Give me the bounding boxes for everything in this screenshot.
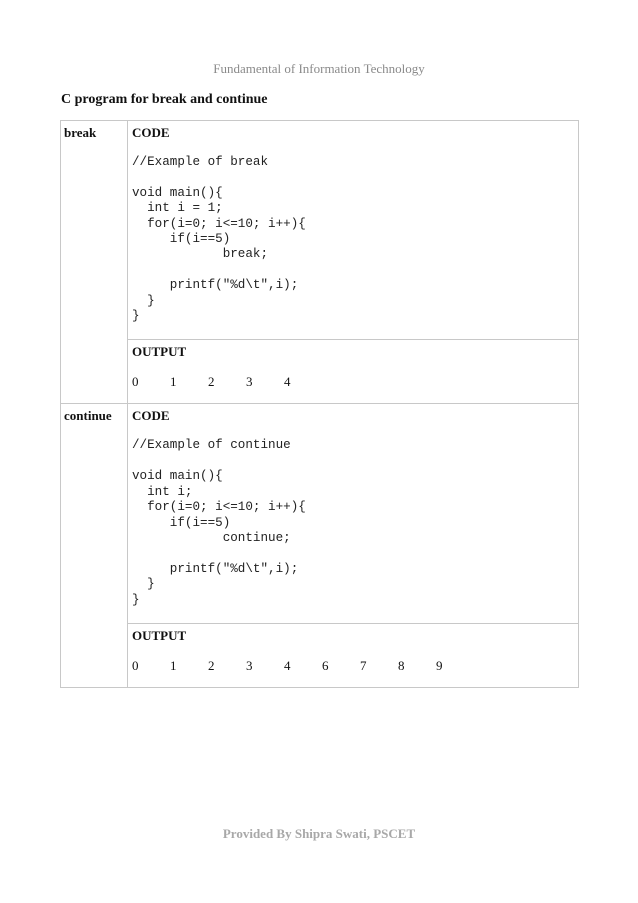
table-row-continue	[61, 404, 579, 687]
row-label: break	[64, 125, 97, 140]
output-value: 8	[398, 657, 405, 673]
output-values	[132, 658, 574, 674]
output-value: 4	[284, 374, 291, 390]
output-value: 2	[208, 374, 215, 390]
output-value: 7	[360, 657, 367, 673]
output-value: 6	[322, 657, 329, 673]
output-heading: OUTPUT	[132, 344, 187, 360]
code-heading: CODE	[132, 408, 170, 424]
code-block: //Example of continue void main(){ int i; for(i=0; i<=10; i++){ if(i==5) continue; printf("%d\t",i); } }	[132, 438, 306, 607]
code-section	[128, 404, 578, 622]
output-value: 4	[284, 657, 291, 673]
content-cell	[128, 404, 579, 687]
row-label-cell	[61, 121, 128, 404]
document-title: C program for break and continue	[61, 92, 268, 107]
output-value: 0	[132, 657, 139, 673]
row-label: continue	[64, 408, 112, 424]
output-value: 3	[246, 657, 253, 673]
output-section	[128, 623, 578, 687]
row-label-cell	[61, 404, 128, 687]
code-table	[60, 120, 579, 688]
output-value: 1	[170, 374, 177, 390]
output-value: 0	[132, 374, 139, 390]
code-block: //Example of break void main(){ int i = 1; for(i=0; i<=10; i++){ if(i==5) break; printf("%d\t",i); } }	[132, 155, 306, 324]
page-footer: Provided By Shipra Swati, PSCET	[222, 826, 416, 841]
code-section	[128, 121, 578, 339]
code-heading: CODE	[132, 125, 170, 140]
output-value: 1	[170, 657, 177, 673]
output-value: 9	[436, 657, 443, 673]
output-value: 2	[208, 657, 215, 673]
output-section	[128, 339, 578, 403]
page-header: Fundamental of Information Technology	[213, 61, 425, 76]
output-heading: OUTPUT	[132, 627, 187, 643]
content-cell	[128, 121, 579, 404]
output-values	[132, 374, 574, 390]
table-row-break	[61, 121, 579, 404]
output-value: 3	[246, 374, 253, 390]
